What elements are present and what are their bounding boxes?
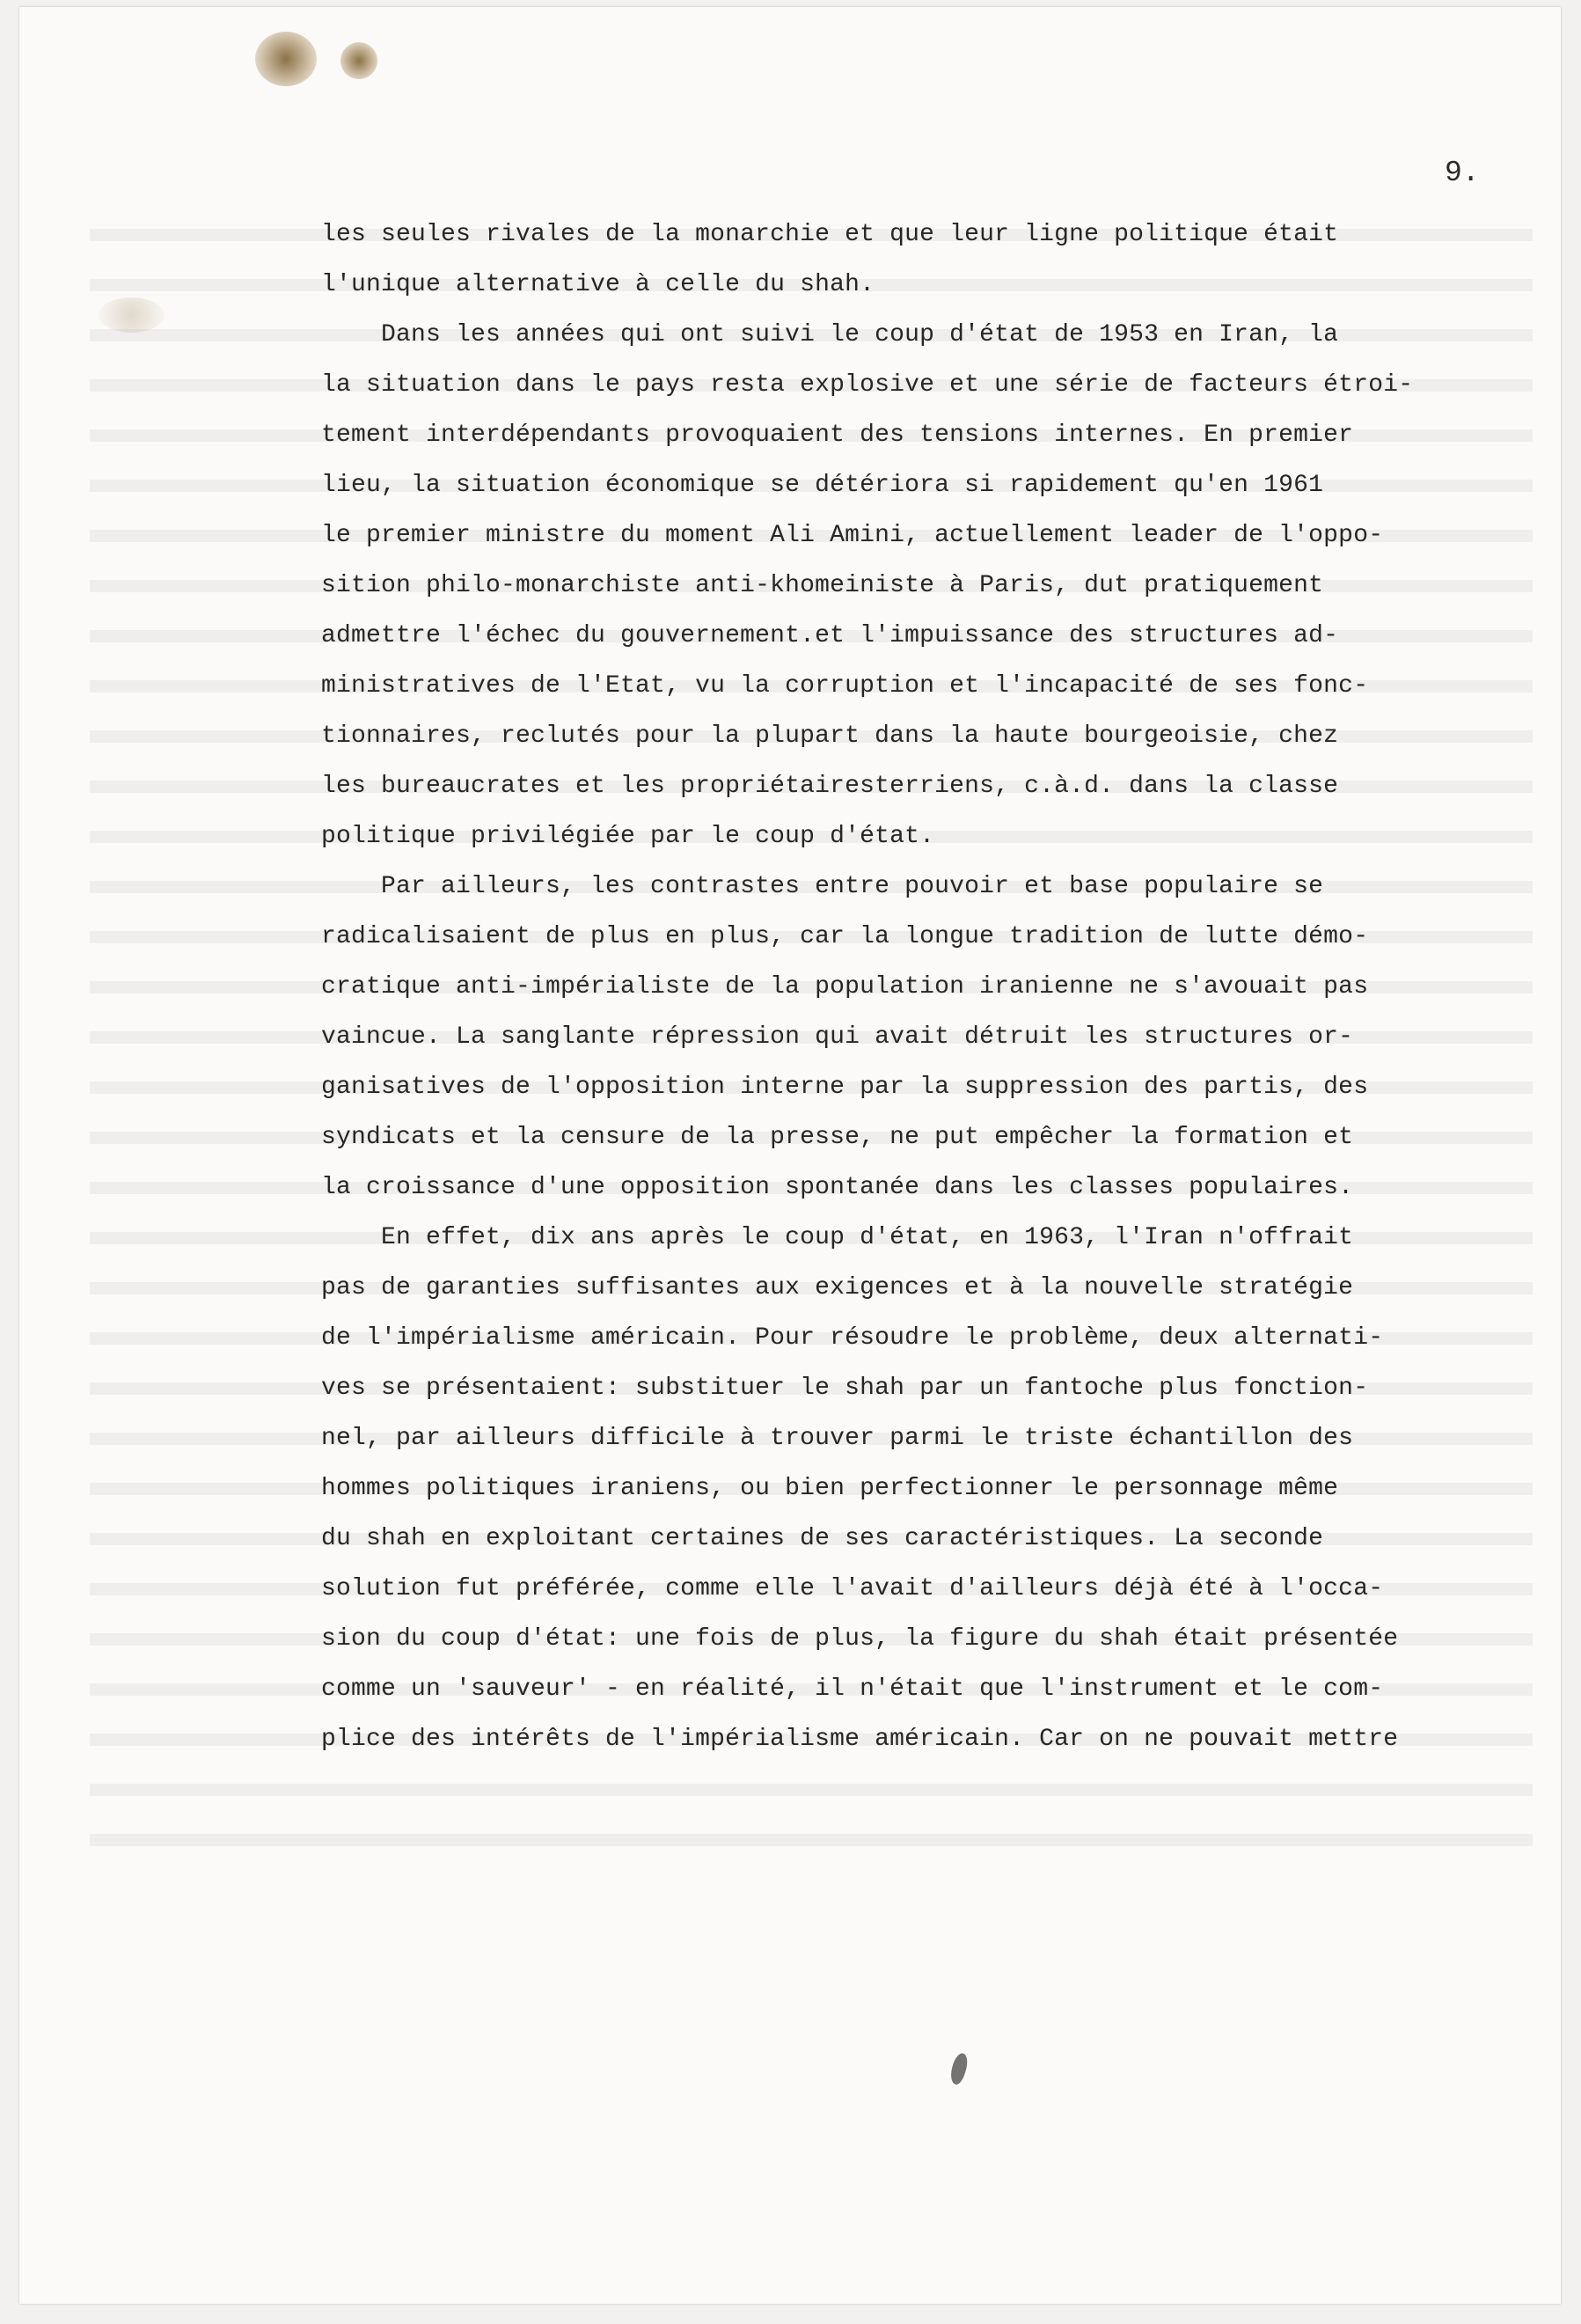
text-line: plice des intérêts de l'impérialisme américain. Car on ne pouvait mettre bbox=[321, 1726, 1399, 1753]
text-line: radicalisaient de plus en plus, car la longue tradition de lutte démo- bbox=[321, 923, 1369, 950]
text-line: la situation dans le pays resta explosive et une série de facteurs étroi- bbox=[321, 371, 1414, 399]
text-line: les seules rivales de la monarchie et que leur ligne politique était bbox=[321, 221, 1339, 248]
document-sheet bbox=[19, 7, 1561, 2304]
text-line: tionnaires, reclutés pour la plupart dans la haute bourgeoisie, chez bbox=[321, 722, 1339, 750]
text-line: pas de garanties suffisantes aux exigences et à la nouvelle stratégie bbox=[321, 1274, 1354, 1301]
text-line: comme un 'sauveur' - en réalité, il n'était que l'instrument et le com- bbox=[321, 1675, 1384, 1703]
text-line: solution fut préférée, comme elle l'avait d'ailleurs déjà été à l'occa- bbox=[321, 1575, 1384, 1602]
text-line: les bureaucrates et les propriétairesterriens, c.à.d. dans la classe bbox=[321, 773, 1339, 800]
text-line: sition philo-monarchiste anti-khomeiniste à Paris, dut pratiquement bbox=[321, 572, 1324, 599]
text-line: cratique anti-impérialiste de la population iranienne ne s'avouait pas bbox=[321, 973, 1369, 1001]
coffee-stain-small bbox=[340, 42, 377, 79]
text-line: En effet, dix ans après le coup d'état, en 1963, l'Iran n'offrait bbox=[321, 1224, 1354, 1251]
text-line: admettre l'échec du gouvernement.et l'impuissance des structures ad- bbox=[321, 622, 1339, 649]
text-line: syndicats et la censure de la presse, ne put empêcher la formation et bbox=[321, 1124, 1354, 1151]
text-line: ves se présentaient: substituer le shah par un fantoche plus fonction- bbox=[321, 1375, 1369, 1402]
text-line: du shah en exploitant certaines de ses caractéristiques. La seconde bbox=[321, 1525, 1324, 1552]
text-line: politique privilégiée par le coup d'état. bbox=[321, 823, 935, 850]
ink-mark bbox=[948, 2051, 970, 2086]
text-line: hommes politiques iraniens, ou bien perfectionner le personnage même bbox=[321, 1475, 1339, 1502]
text-line: ministratives de l'Etat, vu la corruption et l'incapacité de ses fonc- bbox=[321, 672, 1369, 700]
text-line: de l'impérialisme américain. Pour résoudre le problème, deux alternati- bbox=[321, 1324, 1384, 1352]
text-line: la croissance d'une opposition spontanée dans les classes populaires. bbox=[321, 1174, 1354, 1201]
text-line: sion du coup d'état: une fois de plus, la figure du shah était présentée bbox=[321, 1625, 1399, 1653]
text-line: l'unique alternative à celle du shah. bbox=[321, 271, 875, 298]
page-number: 9. bbox=[1445, 157, 1480, 189]
text-line: lieu, la situation économique se détériora si rapidement qu'en 1961 bbox=[321, 472, 1324, 499]
text-line: Dans les années qui ont suivi le coup d'état de 1953 en Iran, la bbox=[321, 321, 1339, 348]
text-line: tement interdépendants provoquaient des tensions internes. En premier bbox=[321, 422, 1354, 449]
text-line: nel, par ailleurs difficile à trouver parmi le triste échantillon des bbox=[321, 1425, 1354, 1452]
body-text bbox=[321, 209, 1570, 1764]
coffee-stain bbox=[255, 32, 317, 86]
text-line: Par ailleurs, les contrastes entre pouvoir et base populaire se bbox=[321, 873, 1324, 900]
text-line: le premier ministre du moment Ali Amini, actuellement leader de l'oppo- bbox=[321, 522, 1384, 549]
text-line: vaincue. La sanglante répression qui avait détruit les structures or- bbox=[321, 1023, 1354, 1051]
text-line: ganisatives de l'opposition interne par la suppression des partis, des bbox=[321, 1074, 1369, 1101]
